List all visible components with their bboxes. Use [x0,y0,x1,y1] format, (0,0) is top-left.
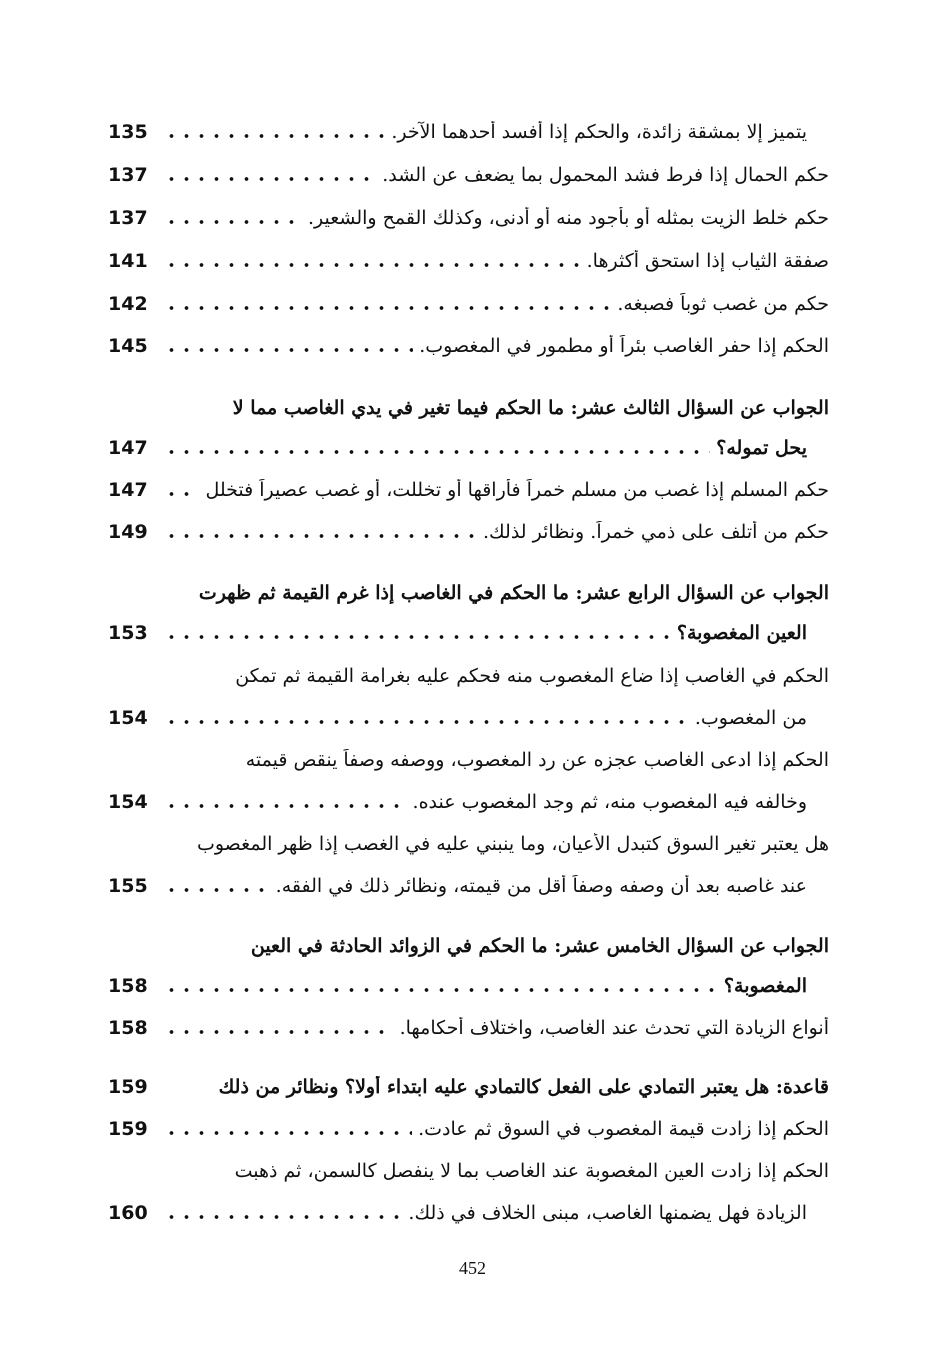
toc-section-heading [108,573,829,613]
entry-text: عند غاصبه بعد أن وصفه وصفاً أقل من قيمته، ونظائر ذلك في الفقه. [275,875,807,897]
entry-text: حكم من أتلف على ذمي خمراً. ونظائر لذلك. [482,521,829,543]
section-heading-text: الجواب عن السؤال الثالث عشر: ما الحكم فيما تغير في يدي الغاصب مما لا [232,397,829,419]
dot-leader [164,634,671,640]
entry-page-number: 145 [108,335,148,357]
entry-page-number: 158 [108,1017,148,1039]
entry-page-number: 137 [108,164,148,186]
dot-leader [164,176,376,182]
entry-page-number: 154 [108,707,148,729]
toc-entry [108,198,829,238]
entry-page-number: 160 [108,1202,148,1224]
entry-page-number: 141 [108,250,148,272]
toc-entry [108,112,829,152]
entry-text: صفقة الثياب إذا استحق أكثرها. [586,250,829,272]
entry-page-number: 159 [108,1076,148,1098]
entry-text: وخالفه فيه المغصوب منه، ثم وجد المغصوب عنده. [412,791,807,813]
entry-page-number: 155 [108,875,148,897]
entry-text: قاعدة: هل يعتبر التمادي على الفعل كالتمادي عليه ابتداء أولا؟ ونظائر من ذلك [218,1076,829,1098]
entry-page-number: 147 [108,479,148,501]
toc-entry-wrapped [108,656,829,696]
dot-leader [164,449,710,455]
entry-page-number: 149 [108,521,148,543]
toc-entry [108,1109,829,1149]
dot-leader [164,133,385,139]
toc-section-heading [108,926,829,966]
entry-text: حكم الحمال إذا فرط فشد المحمول بما يضعف عن الشد. [382,164,829,186]
entry-text: هل يعتبر تغير السوق كتبدل الأعيان، وما ينبني عليه في الغصب إذا ظهر المغصوب [196,833,829,855]
dot-leader [164,987,718,993]
entry-text: الحكم إذا حفر الغاصب بئراً أو مطمور في المغصوب. [419,335,829,357]
dot-leader [164,1130,412,1136]
dot-leader [164,719,689,725]
dot-leader [164,1029,394,1035]
toc-entry [108,866,829,906]
page-number: 452 [459,1258,486,1278]
toc-entry [108,155,829,195]
dot-leader [164,262,581,268]
section-heading-text: الجواب عن السؤال الرابع عشر: ما الحكم في الغاصب إذا غرم القيمة ثم ظهرت [198,582,829,604]
toc-entry [108,284,829,324]
toc-entry [108,241,829,281]
entry-text: العين المغصوبة؟ [676,622,807,644]
dot-leader [164,887,270,893]
entry-text: الزيادة فهل يضمنها الغاصب، مبنى الخلاف في ذلك. [408,1202,807,1224]
entry-page-number: 137 [108,207,148,229]
entry-page-number: 142 [108,293,148,315]
toc-entry [108,613,829,653]
toc-entry [108,428,829,468]
toc-entry [108,326,829,366]
entry-text: حكم المسلم إذا غصب من مسلم خمراً فأراقها أو تخللت، أو غصب عصيراً فتخلل [205,479,829,501]
entry-text: الحكم في الغاصب إذا ضاع المغصوب منه فحكم عليه بغرامة القيمة ثم تمكن [235,665,829,687]
dot-leader [164,305,611,311]
dot-leader [164,533,477,539]
section-heading-text: الجواب عن السؤال الخامس عشر: ما الحكم في الزوائد الحادثة في العين [250,935,829,957]
dot-leader [164,219,302,225]
dot-leader [164,803,407,809]
entry-page-number: 135 [108,121,148,143]
entry-page-number: 154 [108,791,148,813]
dot-leader [164,1214,402,1220]
dot-leader [164,347,413,353]
entry-text: يحل تموله؟ [716,437,807,459]
toc-entry-wrapped [108,740,829,780]
entry-text: يتميز إلا بمشقة زائدة، والحكم إذا أفسد أحدهما الآخر. [391,121,807,143]
toc-entry [108,1193,829,1233]
entry-text: الحكم إذا ادعى الغاصب عجزه عن رد المغصوب، ووصفه وصفاً ينقص قيمته [245,749,829,771]
toc-entry [108,966,829,1006]
entry-page-number: 158 [108,975,148,997]
toc-section-heading [108,388,829,428]
entry-text: المغصوبة؟ [723,975,807,997]
entry-page-number: 147 [108,437,148,459]
entry-page-number: 159 [108,1118,148,1140]
entry-text: من المغصوب. [694,707,807,729]
entry-text: الحكم إذا زادت قيمة المغصوب في السوق ثم عادت. [418,1118,829,1140]
toc-entry [108,470,829,510]
toc-entry-wrapped [108,1151,829,1191]
entry-page-number: 153 [108,622,148,644]
dot-leader [164,491,199,497]
toc-entry [108,782,829,822]
entry-text: أنواع الزيادة التي تحدث عند الغاصب، واختلاف أحكامها. [399,1017,829,1039]
toc-entry [108,698,829,738]
entry-text: الحكم إذا زادت العين المغصوبة عند الغاصب بما لا ينفصل كالسمن، ثم ذهبت [234,1160,829,1182]
toc-entry [108,1008,829,1048]
entry-text: حكم من غصب ثوباً فصبغه. [617,293,829,315]
toc-entry [108,512,829,552]
entry-text: حكم خلط الزيت بمثله أو بأجود منه أو أدنى، وكذلك القمح والشعير. [307,207,829,229]
toc-rule-entry [108,1067,829,1107]
toc-entry-wrapped [108,824,829,864]
